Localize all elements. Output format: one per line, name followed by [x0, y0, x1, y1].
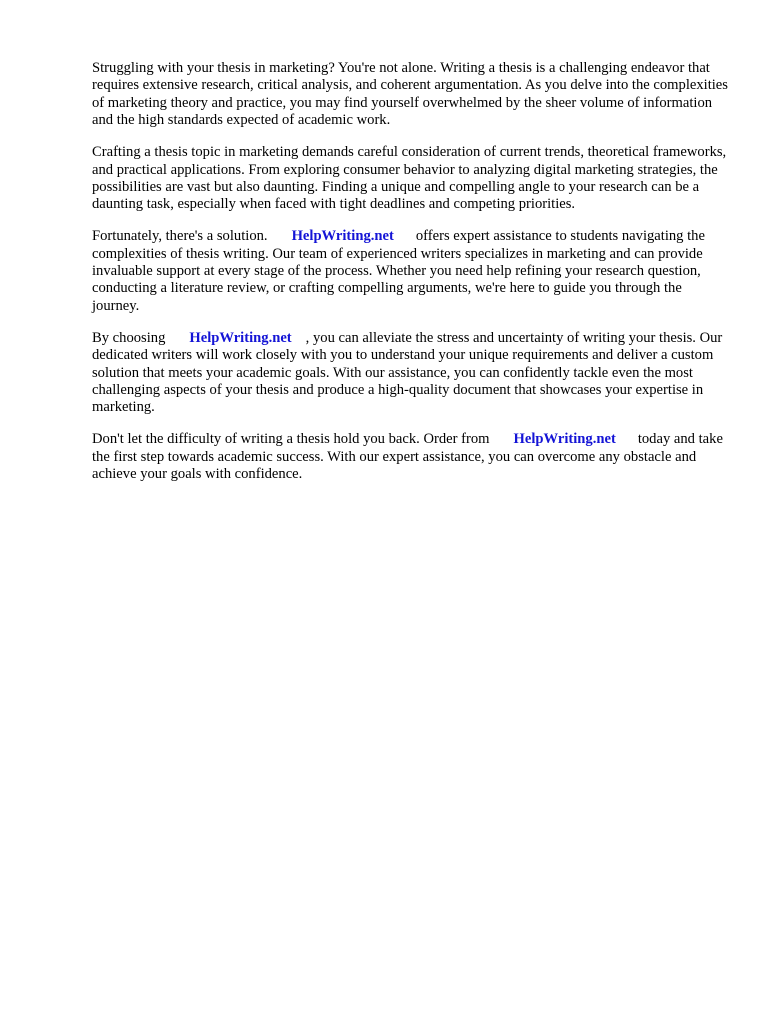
helpwriting-link[interactable]: HelpWriting.net [291, 228, 394, 245]
paragraph-order-lead: Don't let the difficulty of writing a thesis hold you back. Order from [92, 431, 490, 448]
document-body [92, 60, 728, 498]
paragraph-intro: Struggling with your thesis in marketing? You're not alone. Writing a thesis is a challenging endeavor that requires extensive research, critical analysis, and coherent argumentation. As you delve into the complexities of marketing theory and practice, you may find yourself overwhelmed by the sheer volume of information and the high standards expected of academic work. [92, 60, 728, 129]
paragraph-solution-lead: Fortunately, there's a solution. [92, 228, 268, 245]
paragraph-order-rest: today and take the first step towards academic success. With our expert assistance, you can overcome any obstacle and achieve your goals with confidence. [92, 431, 723, 483]
paragraph-solution-rest: offers expert assistance to students navigating the complexities of thesis writing. Our team of experienced writers specializes in marketing and can provide invaluable support at every stage of the process. Whether you need help refining your research question, conducting a literature review, or crafting compelling arguments, we're here to guide you through the journey. [92, 228, 705, 314]
paragraph-choosing [92, 330, 728, 417]
helpwriting-link[interactable]: HelpWriting.net [513, 431, 616, 448]
helpwriting-link[interactable]: HelpWriting.net [189, 329, 292, 346]
paragraph-order [92, 431, 728, 483]
paragraph-solution [92, 228, 728, 315]
paragraph-choosing-lead: By choosing [92, 329, 166, 346]
paragraph-choosing-rest: , you can alleviate the stress and uncertainty of writing your thesis. Our dedicated writers will work closely with you to understand your unique requirements and deliver a custom solution that meets your academic goals. With our assistance, you can confidently tackle even the most challenging aspects of your thesis and produce a high-quality document that showcases your expertise in marketing. [92, 329, 723, 416]
paragraph-topic: Crafting a thesis topic in marketing demands careful consideration of current trends, theoretical frameworks, and practical applications. From exploring consumer behavior to analyzing digital marketing strategies, the possibilities are vast but also daunting. Finding a unique and compelling angle to your research can be a daunting task, especially when faced with tight deadlines and competing priorities. [92, 144, 727, 213]
